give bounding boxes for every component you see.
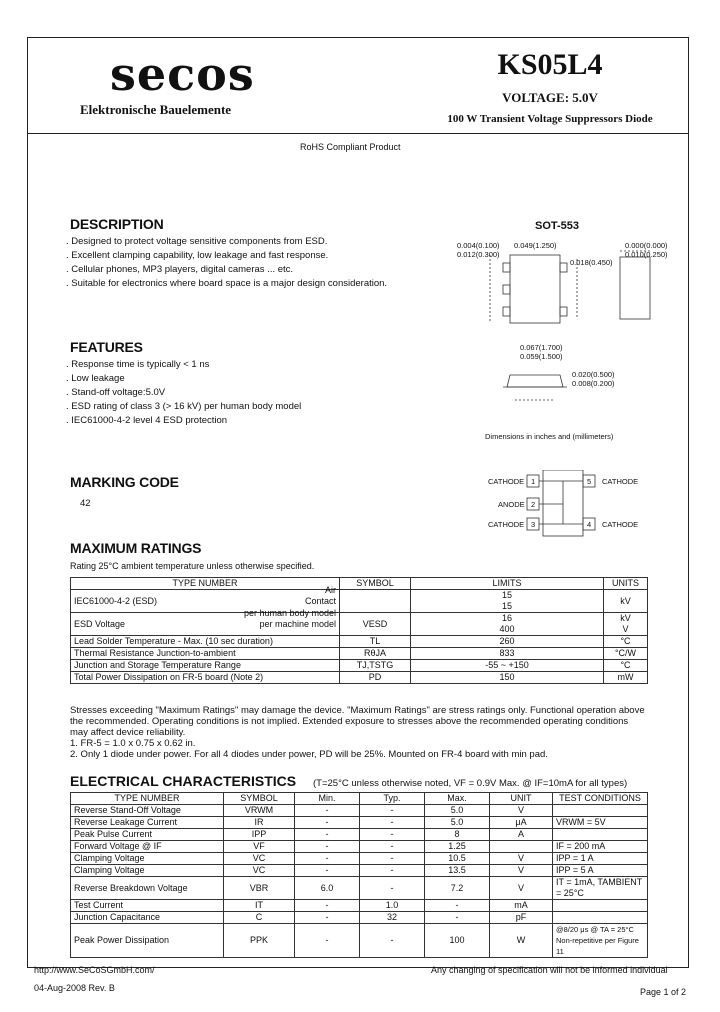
cell: Total Power Dissipation on FR-5 board (Note 2) xyxy=(71,672,340,684)
cell: pF xyxy=(490,912,553,924)
cell: - xyxy=(295,853,360,865)
cell: V xyxy=(622,624,629,634)
description-list xyxy=(66,235,387,291)
cell xyxy=(553,829,648,841)
cell: VRWM = 5V xyxy=(553,817,648,829)
cell: A xyxy=(490,829,553,841)
header-cell: Min. xyxy=(295,793,360,805)
pin-label: CATHODE xyxy=(602,477,639,486)
cell: - xyxy=(425,912,490,924)
table-row xyxy=(71,648,648,660)
cell: - xyxy=(295,841,360,853)
table-row xyxy=(71,853,648,865)
cell: 16 xyxy=(501,613,512,623)
note-line: the recommended. Operating conditions is not implied. Extended exposure to stresses above the recommended operating conditions xyxy=(70,716,629,727)
cell: - xyxy=(360,877,425,900)
cell: kV xyxy=(620,613,631,623)
cell: 5.0 xyxy=(425,817,490,829)
cell: RθJA xyxy=(340,648,411,660)
header-cell: Max. xyxy=(425,793,490,805)
marking-code: 42 xyxy=(80,498,91,509)
dim-label: 0.018(0.450) xyxy=(570,258,613,267)
header-cell: TYPE NUMBER xyxy=(71,793,224,805)
dim-label: 0.067(1.700) xyxy=(520,343,563,352)
cell: 1.0 xyxy=(360,900,425,912)
cell: IR xyxy=(224,817,295,829)
cell: V xyxy=(490,853,553,865)
cell: 15 xyxy=(501,590,512,600)
table-row xyxy=(71,912,648,924)
cell: 260 xyxy=(411,636,604,648)
max-ratings-table xyxy=(70,577,648,684)
pin-label: CATHODE xyxy=(602,520,639,529)
package-outline-drawing xyxy=(455,235,670,445)
cell: - xyxy=(360,924,425,958)
table-row xyxy=(71,841,648,853)
footer-notice: Any changing of specification will not be informed individual xyxy=(431,965,668,975)
dim-label: 0.059(1.500) xyxy=(520,352,563,361)
cell: - xyxy=(295,900,360,912)
header-cell: TEST CONDITIONS xyxy=(553,793,648,805)
pin-number: 3 xyxy=(531,520,536,529)
cell: 150 xyxy=(411,672,604,684)
cell: V xyxy=(490,877,553,900)
list-item: . Excellent clamping capability, low leakage and fast response. xyxy=(66,250,329,261)
cell xyxy=(340,590,411,613)
cell-line: Non-repetitive per Figure 11 xyxy=(556,936,639,956)
cell: Peak Power Dissipation xyxy=(71,924,224,958)
dim-label: 0.004(0.100) xyxy=(457,241,500,250)
list-item: . Response time is typically < 1 ns xyxy=(66,359,210,370)
cell: 8 xyxy=(425,829,490,841)
cell: V xyxy=(490,805,553,817)
table-row xyxy=(71,900,648,912)
cell: IPP xyxy=(224,829,295,841)
cell: Junction Capacitance xyxy=(71,912,224,924)
max-ratings-title: MAXIMUM RATINGS xyxy=(70,540,202,556)
list-item: . IEC61000-4-2 level 4 ESD protection xyxy=(66,415,228,426)
cell: Peak Pulse Current xyxy=(71,829,224,841)
pin-label: CATHODE xyxy=(488,477,525,486)
header-cell: Typ. xyxy=(360,793,425,805)
cell: μA xyxy=(490,817,553,829)
note-line: 2. Only 1 diode under power. For all 4 diodes under power, PD will be 25%. Mounted on FR-4 board with min pad. xyxy=(70,749,548,760)
table-row xyxy=(71,660,648,672)
company-logo: secos xyxy=(110,47,255,101)
list-item: . Cellular phones, MP3 players, digital cameras ... etc. xyxy=(66,264,294,275)
cell: IT = 1mA, TAMBIENT = 25°C xyxy=(553,877,648,900)
cell: VF xyxy=(224,841,295,853)
cell: Reverse Breakdown Voltage xyxy=(71,877,224,900)
cell: PD xyxy=(340,672,411,684)
cell: VC xyxy=(224,853,295,865)
header-cell: UNITS xyxy=(604,578,648,590)
cell: 6.0 xyxy=(295,877,360,900)
header-cell: TYPE NUMBER xyxy=(71,578,340,590)
dim-label: 0.008(0.200) xyxy=(572,379,615,388)
cell: Clamping Voltage xyxy=(71,853,224,865)
features-list xyxy=(66,358,301,428)
cell: 100 xyxy=(425,924,490,958)
cell: per human body model xyxy=(243,607,336,618)
cell: Junction and Storage Temperature Range xyxy=(71,660,340,672)
note-line: 1. FR-5 = 1.0 x 0.75 x 0.62 in. xyxy=(70,738,196,749)
table-row xyxy=(71,613,648,636)
cell: mW xyxy=(604,672,648,684)
cell: - xyxy=(295,865,360,877)
cell: - xyxy=(295,829,360,841)
cell: W xyxy=(490,924,553,958)
device-subtitle: 100 W Transient Voltage Suppressors Diode xyxy=(447,113,653,125)
footer-url[interactable]: http://www.SeCoSGmbH.com/ xyxy=(34,965,155,975)
rohs-text: RoHS Compliant Product xyxy=(300,142,401,152)
list-item: . Suitable for electronics where board space is a major design consideration. xyxy=(66,278,388,289)
header-divider xyxy=(27,133,689,134)
description-title: DESCRIPTION xyxy=(70,216,164,232)
cell: VESD xyxy=(340,613,411,636)
cell: Forward Voltage @ IF xyxy=(71,841,224,853)
note-line: may affect device reliability. xyxy=(70,727,186,738)
dim-label: 0.000(0.000) xyxy=(625,241,668,250)
list-item: . ESD rating of class 3 (> 16 kV) per human body model xyxy=(66,401,302,412)
max-ratings-intro: Rating 25°C ambient temperature unless otherwise specified. xyxy=(70,561,315,571)
cell xyxy=(490,841,553,853)
cell: - xyxy=(360,841,425,853)
cell: Air xyxy=(325,584,336,595)
list-item: . Low leakage xyxy=(66,373,125,384)
cell: 7.2 xyxy=(425,877,490,900)
cell: IEC61000-4-2 (ESD) xyxy=(74,595,158,606)
cell: °C xyxy=(604,660,648,672)
cell: 1.25 xyxy=(425,841,490,853)
cell: - xyxy=(360,829,425,841)
cell: - xyxy=(360,817,425,829)
cell: - xyxy=(295,817,360,829)
cell: Lead Solder Temperature - Max. (10 sec duration) xyxy=(71,636,340,648)
cell: IT xyxy=(224,900,295,912)
cell: Reverse Leakage Current xyxy=(71,817,224,829)
cell: per machine model xyxy=(259,618,336,629)
electrical-title: ELECTRICAL CHARACTERISTICS xyxy=(70,773,297,789)
cell: 15 xyxy=(501,601,512,611)
cell: - xyxy=(360,865,425,877)
list-item: . Stand-off voltage:5.0V xyxy=(66,387,166,398)
table-row xyxy=(71,877,648,900)
pin-number: 5 xyxy=(587,477,592,486)
cell: 32 xyxy=(360,912,425,924)
cell: - xyxy=(295,912,360,924)
cell: Clamping Voltage xyxy=(71,865,224,877)
cell: - xyxy=(295,805,360,817)
pin-number: 4 xyxy=(587,520,592,529)
cell: ESD Voltage xyxy=(74,618,126,629)
cell: kV xyxy=(604,590,648,613)
footer-date: 04-Aug-2008 Rev. B xyxy=(34,983,115,993)
cell: TJ,TSTG xyxy=(340,660,411,672)
cell: PPK xyxy=(224,924,295,958)
dim-label: 0.010(0.250) xyxy=(625,250,668,259)
company-tagline: Elektronische Bauelemente xyxy=(80,102,232,117)
cell: Reverse Stand-Off Voltage xyxy=(71,805,224,817)
header-cell: SYMBOL xyxy=(224,793,295,805)
cell: - xyxy=(360,853,425,865)
cell: TL xyxy=(340,636,411,648)
dimensions-note: Dimensions in inches and (millimeters) xyxy=(485,432,614,441)
electrical-table xyxy=(70,792,648,958)
cell: - xyxy=(425,900,490,912)
table-row xyxy=(71,672,648,684)
cell: V xyxy=(490,865,553,877)
package-title: SOT-553 xyxy=(535,220,580,232)
cell: IF = 200 mA xyxy=(553,841,648,853)
cell: °C xyxy=(604,636,648,648)
cell: IPP = 1 A xyxy=(553,853,648,865)
cell xyxy=(553,805,648,817)
pin-number: 2 xyxy=(531,500,536,509)
cell: VC xyxy=(224,865,295,877)
table-row xyxy=(71,865,648,877)
marking-title: MARKING CODE xyxy=(70,474,179,490)
dim-label: 0.020(0.500) xyxy=(572,370,615,379)
table-row xyxy=(71,636,648,648)
table-row xyxy=(71,805,648,817)
cell: °C/W xyxy=(604,648,648,660)
cell: -55 ~ +150 xyxy=(411,660,604,672)
pin-label: ANODE xyxy=(498,500,525,509)
cell: - xyxy=(360,805,425,817)
note-line: Stresses exceeding "Maximum Ratings" may damage the device. "Maximum Ratings" are stress ratings only. Functional operation above xyxy=(70,705,645,716)
pin-label: CATHODE xyxy=(488,520,525,529)
cell: Thermal Resistance Junction-to-ambient xyxy=(71,648,340,660)
cell: 10.5 xyxy=(425,853,490,865)
voltage-rating: VOLTAGE: 5.0V xyxy=(502,90,598,105)
cell: mA xyxy=(490,900,553,912)
cell: Test Current xyxy=(71,900,224,912)
max-ratings-notes xyxy=(70,705,670,760)
dim-label: 0.012(0.300) xyxy=(457,250,500,259)
cell: Contact xyxy=(304,595,336,606)
cell: - xyxy=(295,924,360,958)
features-title: FEATURES xyxy=(70,339,143,355)
electrical-conditions: (T=25°C unless otherwise noted, VF = 0.9V Max. @ IF=10mA for all types) xyxy=(313,778,628,789)
cell: 13.5 xyxy=(425,865,490,877)
header-cell: SYMBOL xyxy=(340,578,411,590)
cell xyxy=(553,924,648,958)
header-cell: UNIT xyxy=(490,793,553,805)
cell xyxy=(553,912,648,924)
part-number: KS05L4 xyxy=(497,48,603,81)
footer-page: Page 1 of 2 xyxy=(640,987,687,997)
cell: 5.0 xyxy=(425,805,490,817)
cell: VRWM xyxy=(224,805,295,817)
cell: 833 xyxy=(411,648,604,660)
cell xyxy=(553,900,648,912)
table-row xyxy=(71,817,648,829)
cell-line: @8/20 μs @ TA = 25°C xyxy=(556,925,634,934)
cell: IPP = 5 A xyxy=(553,865,648,877)
table-row xyxy=(71,829,648,841)
table-row xyxy=(71,924,648,958)
pin-number: 1 xyxy=(531,477,536,486)
dim-label: 0.049(1.250) xyxy=(514,241,557,250)
cell: VBR xyxy=(224,877,295,900)
header-cell: LIMITS xyxy=(411,578,604,590)
cell: C xyxy=(224,912,295,924)
list-item: . Designed to protect voltage sensitive components from ESD. xyxy=(66,236,328,247)
cell: 400 xyxy=(499,624,515,634)
